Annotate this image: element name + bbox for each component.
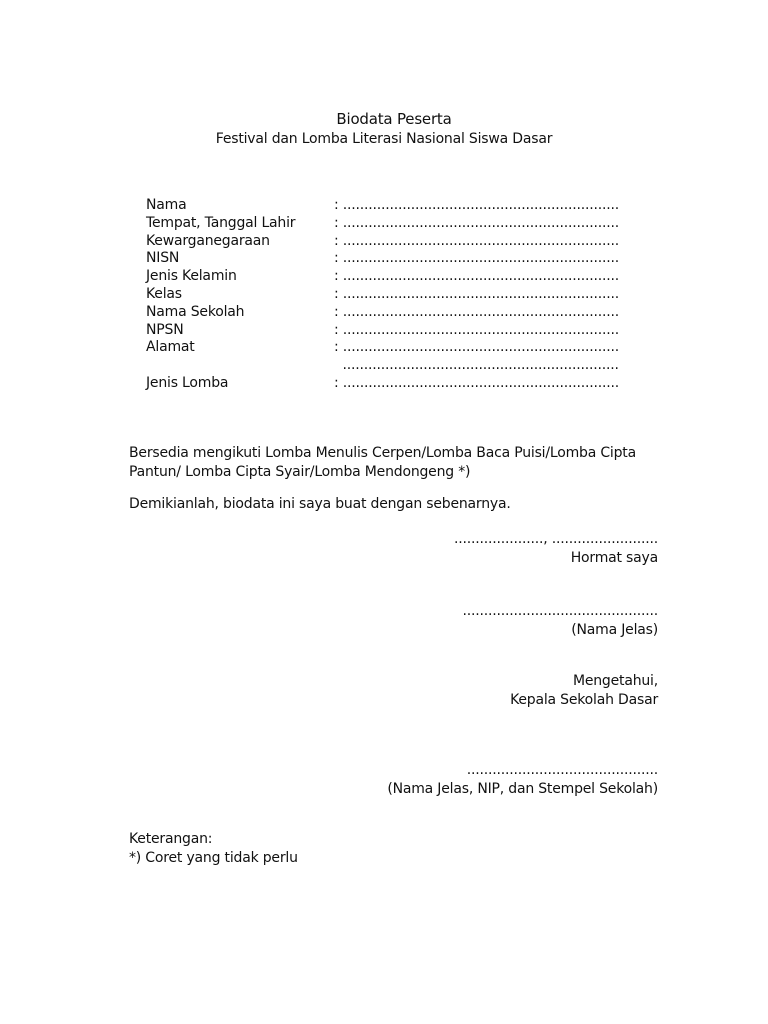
form-row-alamat-continued	[146, 357, 626, 375]
acknowledged-label: Mengetahui,	[572, 673, 658, 689]
form-row-nama-sekolah	[146, 304, 626, 322]
form-value: : .................................................................	[334, 197, 620, 213]
form-label: Nama	[146, 197, 187, 213]
form-row-tempat-tanggal-lahir	[146, 215, 626, 233]
notes-section	[129, 830, 298, 868]
form-value: .................................................................	[334, 357, 619, 374]
form-row-jenis-kelamin	[146, 268, 626, 286]
page-title: Biodata Peserta	[336, 110, 452, 128]
participant-name-caption: (Nama Jelas)	[571, 622, 658, 638]
notes-heading: Keterangan:	[129, 831, 213, 847]
principal-title: Kepala Sekolah Dasar	[510, 692, 658, 708]
principal-caption: (Nama Jelas, NIP, dan Stempel Sekolah)	[387, 781, 658, 797]
principal-signature-line: .............................................	[466, 762, 658, 778]
form-value: : .................................................................	[334, 339, 620, 356]
willingness-statement: Bersedia mengikuti Lomba Menulis Cerpen/Lomba Baca Puisi/Lomba Cipta Pantun/ Lomba Cipta Syair/Lomba Mendongeng *)	[129, 445, 636, 480]
notes-item: *) Coret yang tidak perlu	[129, 850, 298, 866]
form-value: : .................................................................	[334, 214, 620, 231]
form-row-kewarganegaraan	[146, 233, 626, 251]
form-label: Kewarganegaraan	[146, 232, 270, 249]
form-label: Nama Sekolah	[146, 303, 245, 320]
regards-label: Hormat saya	[570, 550, 658, 566]
form-label: NISN	[146, 250, 180, 267]
biodata-form	[146, 197, 626, 393]
closing-statement: Demikianlah, biodata ini saya buat dengan sebenarnya.	[129, 496, 511, 512]
form-value: : .................................................................	[334, 285, 620, 302]
form-row-jenis-lomba	[146, 375, 626, 393]
form-row-npsn	[146, 322, 626, 340]
participant-signature-line: ..............................................	[462, 603, 658, 619]
form-label: Jenis Lomba	[146, 374, 229, 391]
form-value: : .................................................................	[334, 268, 620, 285]
form-value: : .................................................................	[334, 250, 620, 267]
form-label: Alamat	[146, 339, 195, 356]
form-label: Jenis Kelamin	[146, 268, 237, 285]
form-value: : .................................................................	[334, 374, 620, 391]
form-label: Tempat, Tanggal Lahir	[146, 214, 296, 231]
place-date-line: ....................., .........................	[453, 531, 658, 547]
form-label	[146, 357, 334, 375]
form-row-kelas	[146, 286, 626, 304]
form-row-nisn	[146, 250, 626, 268]
form-label: NPSN	[146, 321, 184, 338]
form-value: : .................................................................	[334, 303, 620, 320]
form-label: Kelas	[146, 285, 182, 302]
form-value: : .................................................................	[334, 321, 620, 338]
form-row-nama	[146, 197, 626, 215]
page-subtitle: Festival dan Lomba Literasi Nasional Siswa Dasar	[215, 131, 553, 147]
form-row-alamat	[146, 339, 626, 357]
form-value: : .................................................................	[334, 232, 620, 249]
